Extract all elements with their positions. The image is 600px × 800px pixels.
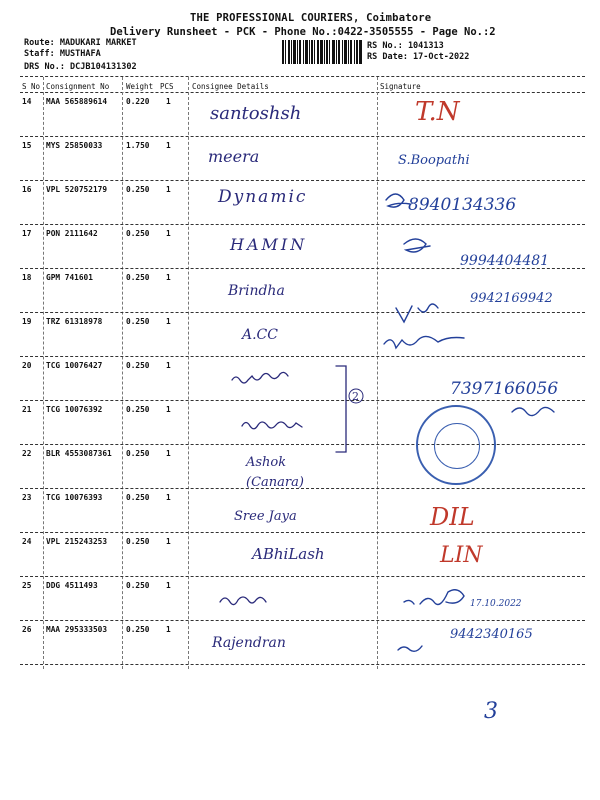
col-sno: S No — [22, 82, 41, 91]
rs-date: RS Date: 17-Oct-2022 — [367, 52, 470, 62]
row-weight: 0.250 — [126, 449, 150, 458]
drs-label: DRS No.: DCJB104131302 — [24, 62, 137, 72]
row-pcs: 1 — [166, 185, 171, 194]
row-consignment: TCG 10076392 — [46, 405, 103, 414]
signature: 9942169942 — [470, 291, 553, 306]
row-consignment: MAA 295333503 — [46, 625, 108, 634]
consignee-handwriting: Ashok (Canara) — [246, 455, 304, 490]
row-pcs: 1 — [166, 581, 171, 590]
consignee-handwriting: A.CC — [242, 327, 278, 343]
row-pcs: 1 — [166, 537, 171, 546]
signature: 8940134336 — [408, 195, 517, 215]
row-sno: 21 — [22, 405, 32, 414]
consignee-handwriting: Dynamic — [218, 187, 308, 207]
col-signature: Signature — [380, 82, 421, 91]
consignee-handwriting: ABhiLash — [252, 545, 325, 563]
tamil-name-scribble — [220, 597, 266, 605]
row-sno: 17 — [22, 229, 32, 238]
col-weight: Weight — [126, 82, 154, 91]
signature-scribble — [384, 336, 464, 348]
consignee-handwriting: santoshsh — [210, 103, 302, 124]
signature-scribble — [396, 304, 438, 322]
consignee-handwriting: Brindha — [228, 283, 285, 299]
row-sno: 16 — [22, 185, 32, 194]
signature: 9442340165 — [450, 627, 533, 642]
consignee-handwriting: Sree Jaya — [234, 509, 297, 524]
row-consignment: MYS 25850033 — [46, 141, 103, 150]
row-weight: 0.250 — [126, 537, 150, 546]
row-weight: 0.250 — [126, 273, 150, 282]
route-label: Route: MADUKARI MARKET — [24, 38, 137, 48]
row-consignment: PON 2111642 — [46, 229, 98, 238]
row-consignment: BLR 4553087361 — [46, 449, 112, 458]
col-consignment: Consignment No — [46, 82, 110, 91]
office-stamp — [416, 405, 496, 485]
row-weight: 1.750 — [126, 141, 150, 150]
row-consignment: VPL 215243253 — [46, 537, 108, 546]
signature-scribble — [398, 646, 422, 651]
tamil-name-scribble — [242, 422, 302, 429]
signature-scribble — [404, 590, 464, 605]
row-weight: 0.250 — [126, 229, 150, 238]
consignee-handwriting: Rajendran — [212, 635, 286, 651]
row-consignment: MAA 565889614 — [46, 97, 108, 106]
consignee-handwriting: meera — [208, 147, 260, 166]
row-sno: 25 — [22, 581, 32, 590]
row-sno: 14 — [22, 97, 32, 106]
row-consignment: TCG 10076427 — [46, 361, 103, 370]
row-pcs: 1 — [166, 97, 171, 106]
bracket-mark — [336, 366, 346, 452]
row-weight: 0.220 — [126, 97, 150, 106]
row-sno: 15 — [22, 141, 32, 150]
signature: T.N — [415, 97, 460, 127]
tamil-name-scribble — [232, 372, 288, 383]
row-sno: 24 — [22, 537, 32, 546]
row-pcs: 1 — [166, 449, 171, 458]
signature: 9994404481 — [460, 253, 550, 269]
row-consignment: VPL 520752179 — [46, 185, 108, 194]
row-pcs: 1 — [166, 493, 171, 502]
row-sno: 23 — [22, 493, 32, 502]
row-weight: 0.250 — [126, 581, 150, 590]
bracket-note: 2 — [352, 390, 359, 403]
row-consignment: TCG 10076393 — [46, 493, 103, 502]
company-title: THE PROFESSIONAL COURIERS, Coimbatore — [190, 12, 432, 24]
row-pcs: 1 — [166, 141, 171, 150]
row-sno: 22 — [22, 449, 32, 458]
row-sno: 18 — [22, 273, 32, 282]
signature-scribble — [404, 239, 430, 252]
row-sno: 26 — [22, 625, 32, 634]
row-pcs: 1 — [166, 317, 171, 326]
row-weight: 0.250 — [126, 185, 150, 194]
col-pcs: PCS — [160, 82, 174, 91]
row-consignment: DDG 4511493 — [46, 581, 98, 590]
consignee-handwriting: HAMIN — [230, 235, 308, 254]
row-weight: 0.250 — [126, 361, 150, 370]
page-mark: 3 — [484, 699, 498, 724]
row-weight: 0.250 — [126, 625, 150, 634]
row-pcs: 1 — [166, 273, 171, 282]
row-consignment: GPM 741601 — [46, 273, 93, 282]
row-sno: 19 — [22, 317, 32, 326]
signature-scribble — [512, 407, 554, 415]
row-pcs: 1 — [166, 361, 171, 370]
row-weight: 0.250 — [126, 493, 150, 502]
row-pcs: 1 — [166, 625, 171, 634]
col-consignee: Consignee Details — [192, 82, 269, 91]
runsheet-subtitle: Delivery Runsheet - PCK - Phone No.:0422-3505555 - Page No.:2 — [110, 26, 496, 38]
signature-scribble — [386, 194, 410, 207]
signature: S.Boopathi — [398, 153, 470, 168]
signature: 17.10.2022 — [470, 599, 522, 609]
signature: 7397166056 — [450, 379, 559, 399]
row-consignment: TRZ 61318978 — [46, 317, 103, 326]
signature: LIN — [440, 543, 483, 568]
row-pcs: 1 — [166, 229, 171, 238]
row-pcs: 1 — [166, 405, 171, 414]
signature: DIL — [430, 503, 475, 531]
row-weight: 0.250 — [126, 317, 150, 326]
staff-label: Staff: MUSTHAFA — [24, 49, 101, 59]
row-sno: 20 — [22, 361, 32, 370]
rs-number: RS No.: 1041313 — [367, 41, 444, 51]
row-weight: 0.250 — [126, 405, 150, 414]
